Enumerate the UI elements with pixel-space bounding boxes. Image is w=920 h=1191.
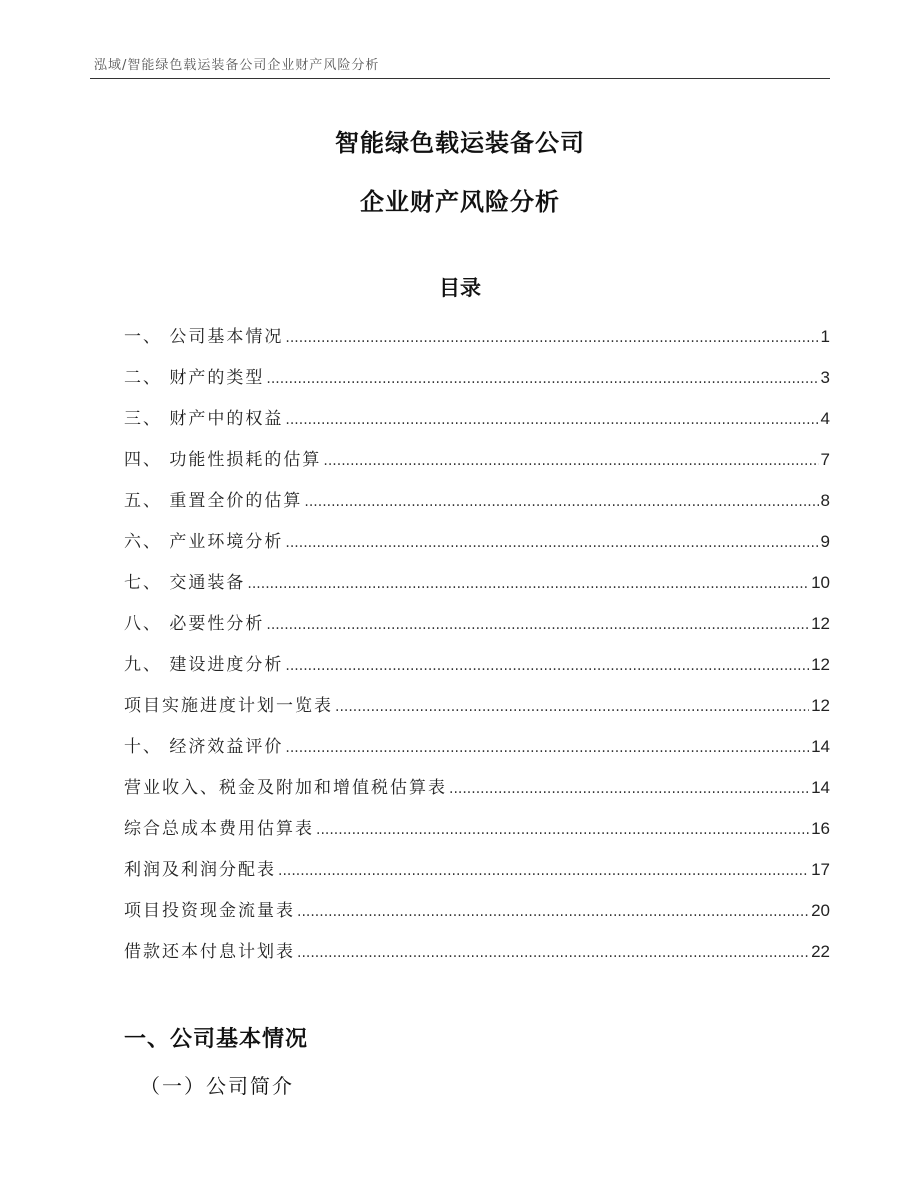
- toc-dot-leader: [285, 653, 809, 679]
- toc-entry-page: 16: [811, 819, 830, 838]
- toc-entry[interactable]: [124, 816, 830, 857]
- toc-dot-leader: [297, 899, 809, 925]
- toc-dot-leader: [247, 571, 809, 597]
- toc-entry-label: 九、 建设进度分析: [124, 655, 284, 675]
- toc-entry-page: 10: [811, 573, 830, 592]
- toc-entry-label: 四、 功能性损耗的估算: [124, 450, 322, 470]
- table-of-contents: [124, 324, 830, 980]
- toc-dot-leader: [297, 940, 809, 966]
- section-heading: 一、公司基本情况: [124, 1027, 309, 1052]
- toc-entry-page: 8: [820, 491, 830, 510]
- toc-entry-label: 营业收入、税金及附加和增值税估算表: [124, 778, 447, 798]
- toc-entry-page: 4: [820, 409, 830, 428]
- toc-entry-page: 1: [820, 327, 830, 346]
- toc-entry[interactable]: [124, 488, 830, 529]
- toc-entry-page: 14: [811, 737, 830, 756]
- toc-entry[interactable]: [124, 365, 830, 406]
- toc-dot-leader: [323, 448, 818, 474]
- toc-entry[interactable]: [124, 939, 830, 980]
- toc-entry-page: 14: [811, 778, 830, 797]
- toc-dot-leader: [278, 858, 809, 884]
- toc-entry-label: 利润及利润分配表: [124, 860, 276, 880]
- toc-entry[interactable]: [124, 406, 830, 447]
- toc-entry-label: 项目投资现金流量表: [124, 901, 295, 921]
- toc-entry-label: 八、 必要性分析: [124, 614, 265, 634]
- toc-entry-page: 7: [820, 450, 830, 469]
- toc-entry-label: 二、 财产的类型: [124, 368, 265, 388]
- toc-entry[interactable]: [124, 652, 830, 693]
- toc-dot-leader: [304, 489, 818, 515]
- toc-entry-label: 项目实施进度计划一览表: [124, 696, 333, 716]
- toc-entry[interactable]: [124, 775, 830, 816]
- running-header: 泓域/智能绿色载运装备公司企业财产风险分析: [94, 58, 380, 73]
- toc-entry-page: 12: [811, 655, 830, 674]
- toc-entry-page: 20: [811, 901, 830, 920]
- toc-entry-label: 六、 产业环境分析: [124, 532, 284, 552]
- toc-entry-page: 22: [811, 942, 830, 961]
- toc-dot-leader: [266, 366, 818, 392]
- toc-entry-page: 12: [811, 696, 830, 715]
- toc-entry-label: 三、 财产中的权益: [124, 409, 284, 429]
- toc-dot-leader: [285, 735, 809, 761]
- toc-entry-page: 12: [811, 614, 830, 633]
- toc-dot-leader: [285, 530, 818, 556]
- toc-entry[interactable]: [124, 570, 830, 611]
- toc-heading: 目录: [439, 276, 481, 300]
- toc-dot-leader: [266, 612, 809, 638]
- toc-entry[interactable]: [124, 447, 830, 488]
- toc-dot-leader: [285, 325, 818, 351]
- toc-entry-page: 9: [820, 532, 830, 551]
- subsection-heading: （一）公司简介: [140, 1074, 294, 1098]
- toc-entry[interactable]: [124, 693, 830, 734]
- toc-entry-page: 3: [820, 368, 830, 387]
- toc-entry-page: 17: [811, 860, 830, 879]
- toc-entry[interactable]: [124, 734, 830, 775]
- toc-dot-leader: [449, 776, 809, 802]
- toc-entry-label: 十、 经济效益评价: [124, 737, 284, 757]
- toc-dot-leader: [285, 407, 818, 433]
- toc-entry[interactable]: [124, 324, 830, 365]
- toc-entry[interactable]: [124, 529, 830, 570]
- toc-entry[interactable]: [124, 611, 830, 652]
- toc-entry-label: 一、 公司基本情况: [124, 327, 284, 347]
- toc-entry-label: 借款还本付息计划表: [124, 942, 295, 962]
- document-subtitle: 企业财产风险分析: [360, 188, 560, 216]
- toc-entry[interactable]: [124, 857, 830, 898]
- toc-entry-label: 综合总成本费用估算表: [124, 819, 314, 839]
- toc-entry-label: 七、 交通装备: [124, 573, 246, 593]
- toc-dot-leader: [316, 817, 809, 843]
- toc-entry[interactable]: [124, 898, 830, 939]
- header-divider: [90, 78, 830, 79]
- toc-dot-leader: [335, 694, 809, 720]
- toc-entry-label: 五、 重置全价的估算: [124, 491, 303, 511]
- document-title: 智能绿色载运装备公司: [335, 129, 585, 157]
